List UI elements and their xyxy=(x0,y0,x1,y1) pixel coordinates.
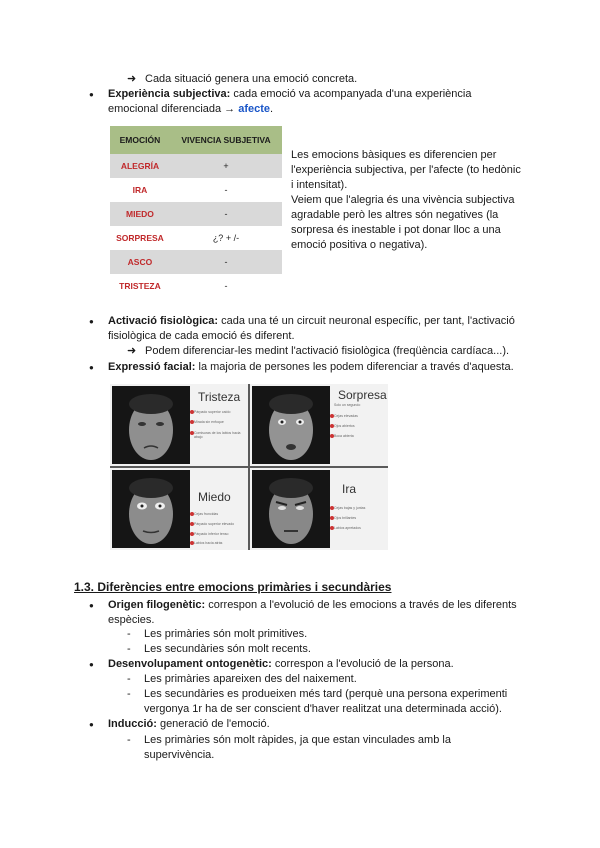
face-photo xyxy=(252,386,330,464)
table-row: TRISTEZA - xyxy=(119,281,228,291)
bullet-dev: ● Desenvolupament ontogenètic: correspon a l'evolució de la persona. xyxy=(108,657,454,672)
face-title: Tristeza xyxy=(198,390,241,404)
face-title: Sorpresa xyxy=(338,388,387,402)
bullet-physio: ● Activació fisiològica: cada una té un circuit neuronal específic, per tant, l'activació xyxy=(108,314,515,329)
side-text: Les emocions bàsiques es diferencien per l'experiència subjectiva, per l'afecte (to hedònic i intensitat). Veiem que l'alegria és una vivència subjectiva agradable però les altres són negatives (la sorpresa és inestable i pot donar lloc a una emoció positiva o negativa). xyxy=(291,149,521,251)
table-header-row xyxy=(110,126,282,154)
list-item: - Les primàries són molt ràpides, ja que estan vinculades amb la xyxy=(127,734,451,746)
arrow-icon: ➜ xyxy=(127,345,137,357)
facial-expressions-image xyxy=(110,384,388,550)
table-row: IRA - xyxy=(132,185,228,195)
face-panel-tristeza: Tristeza Párpado superior caído Mirada sin enfoque Comisuras de los labios hacia abajo xyxy=(110,384,248,466)
afecte-link[interactable]: afecte xyxy=(238,103,271,115)
face-panel-ira: Ira Cejas bajas y juntas Ojos brillantes Labios apretados xyxy=(250,468,388,550)
table-row: SORPRESA ¿? + /- xyxy=(116,233,240,243)
list-item-cont: supervivència. xyxy=(144,749,215,761)
list-item-cont: vergonya 1r ha de ser conscient d'haver realitzat una determinada acció). xyxy=(144,703,502,715)
list-item: - Les secundàries es produeixen més tard (perquè una persona experimenti xyxy=(127,688,508,700)
physio-line-2: fisiològica de cada emoció és diferent. xyxy=(108,330,295,342)
face-photo xyxy=(112,386,190,464)
subjective-line-2: emocional diferenciada → afecte. xyxy=(108,103,274,115)
table-header: VIVENCIA SUBJETIVA xyxy=(170,126,282,154)
face-title: Miedo xyxy=(198,490,231,504)
arrow-line-2: ➜ Podem diferenciar-les medint l'activació fisiològica (freqüència cardíaca...). xyxy=(127,345,510,357)
emotion-table xyxy=(110,126,282,298)
section-heading: 1.3. Diferències entre emocions primàries i secundàries xyxy=(74,580,392,594)
bullet-subjective: ● Experiència subjectiva: cada emoció va acompanyada d'una experiència xyxy=(108,87,471,102)
list-item: - Les primàries apareixen des del naixement. xyxy=(127,673,357,685)
origin-line-2: espècies. xyxy=(108,614,155,626)
bullet-facial: ● Expressió facial: la majoria de persones les podem diferenciar a través d'aquesta. xyxy=(108,360,514,375)
face-photo xyxy=(252,470,330,548)
face-photo xyxy=(112,470,190,548)
table-row: ASCO - xyxy=(110,250,282,274)
list-item: - Les secundàries són molt recents. xyxy=(127,643,311,655)
table-row: ALEGRÍA + xyxy=(110,154,282,178)
face-panel-miedo: Miedo Cejas fruncidas Párpado superior elevado Párpado inferior tenso Labios hacia atrás xyxy=(110,468,248,550)
arrow-icon: ➜ xyxy=(127,73,137,85)
bullet-induction: ● Inducció: generació de l'emoció. xyxy=(108,717,270,732)
face-panel-sorpresa: Sorpresa Solo un segundo Cejas elevadas Ojos abiertos Boca abierta xyxy=(250,384,388,466)
arrow-line-1: ➜ Cada situació genera una emoció concreta. xyxy=(127,73,358,85)
list-item: - Les primàries són molt primitives. xyxy=(127,628,308,640)
table-row: MIEDO - xyxy=(110,202,282,226)
bullet-origin: ● Origen filogenètic: correspon a l'evolució de les emocions a través de les diferents xyxy=(108,598,517,613)
table-header: EMOCIÓN xyxy=(110,126,170,154)
face-title: Ira xyxy=(342,482,357,496)
